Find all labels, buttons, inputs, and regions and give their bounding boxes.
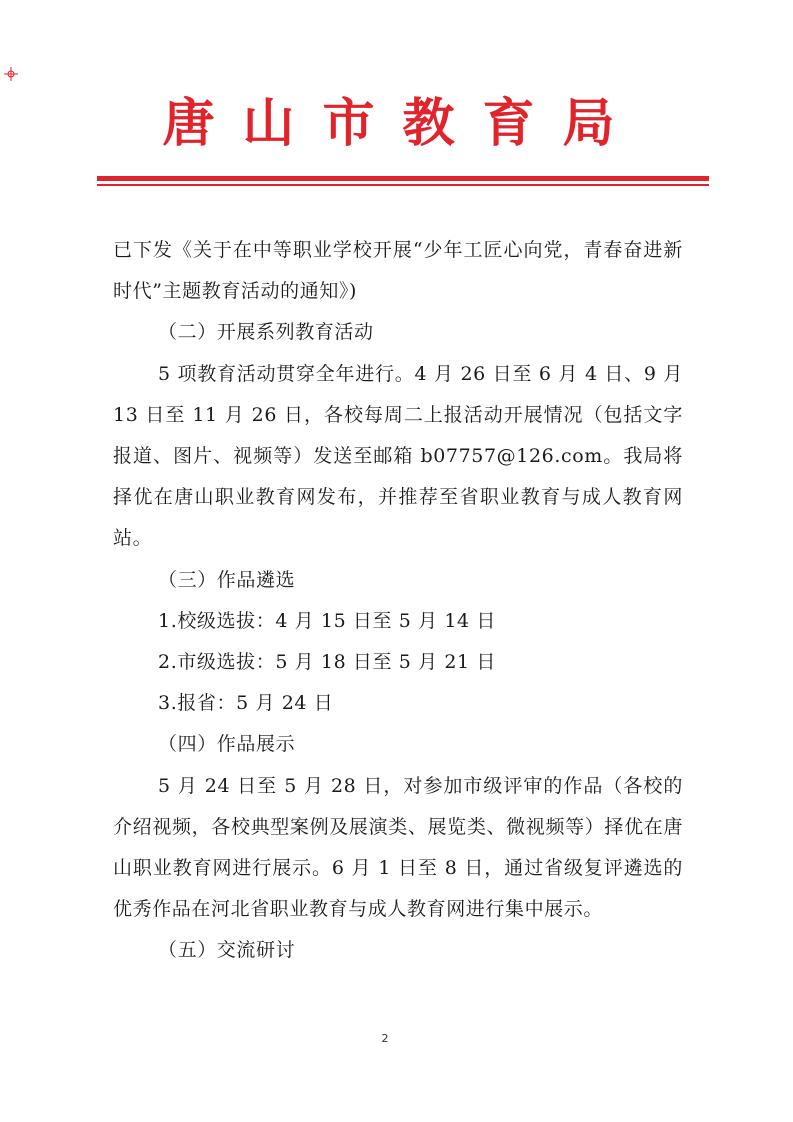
registration-mark-icon	[4, 67, 18, 81]
section-heading-3: （三）作品遴选	[158, 568, 296, 591]
paragraph-exhibition: 5 月 24 日至 5 月 28 日，对参加市级评审的作品（各校的介绍视频，各校典型案例及展演类、展览类、微视频等）择优在唐山职业教育网进行展示。6 月 1 日至 8 日，通过省级复评遴选的优秀作品在河北省职业教育与成人教育网进行集中展示。	[113, 774, 683, 921]
list-item-city-selection: 2.市级选拔：5 月 18 日至 5 月 21 日	[158, 651, 496, 674]
paragraph-activities: 5 项教育活动贯穿全年进行。4 月 26 日至 6 月 4 日、9 月 13 日至 11 月 26 日，各校每周二上报活动开展情况（包括文字报道、图片、视频等）发送至邮箱 b07757@126.com。我局将择优在唐山职业教育网发布，并推荐至省职业教育与成人教育网站。	[113, 362, 683, 550]
section-heading-4: （四）作品展示	[158, 733, 296, 756]
section-heading-5: （五）交流研讨	[158, 939, 296, 962]
letterhead-rule-thin	[97, 184, 709, 186]
letterhead-rule-thick	[97, 176, 709, 181]
page-number: 2	[381, 1032, 389, 1045]
letterhead-title: 唐山市教育局	[162, 94, 643, 154]
paragraph-continuation: 已下发《关于在中等职业学校开展“少年工匠心向党，青春奋进新时代”主题教育活动的通知》)	[113, 239, 683, 303]
section-heading-2: （二）开展系列教育活动	[158, 321, 374, 344]
list-item-school-selection: 1.校级选拔：4 月 15 日至 5 月 14 日	[158, 609, 496, 632]
document-body	[113, 230, 683, 972]
list-item-province-report: 3.报省：5 月 24 日	[158, 692, 334, 715]
